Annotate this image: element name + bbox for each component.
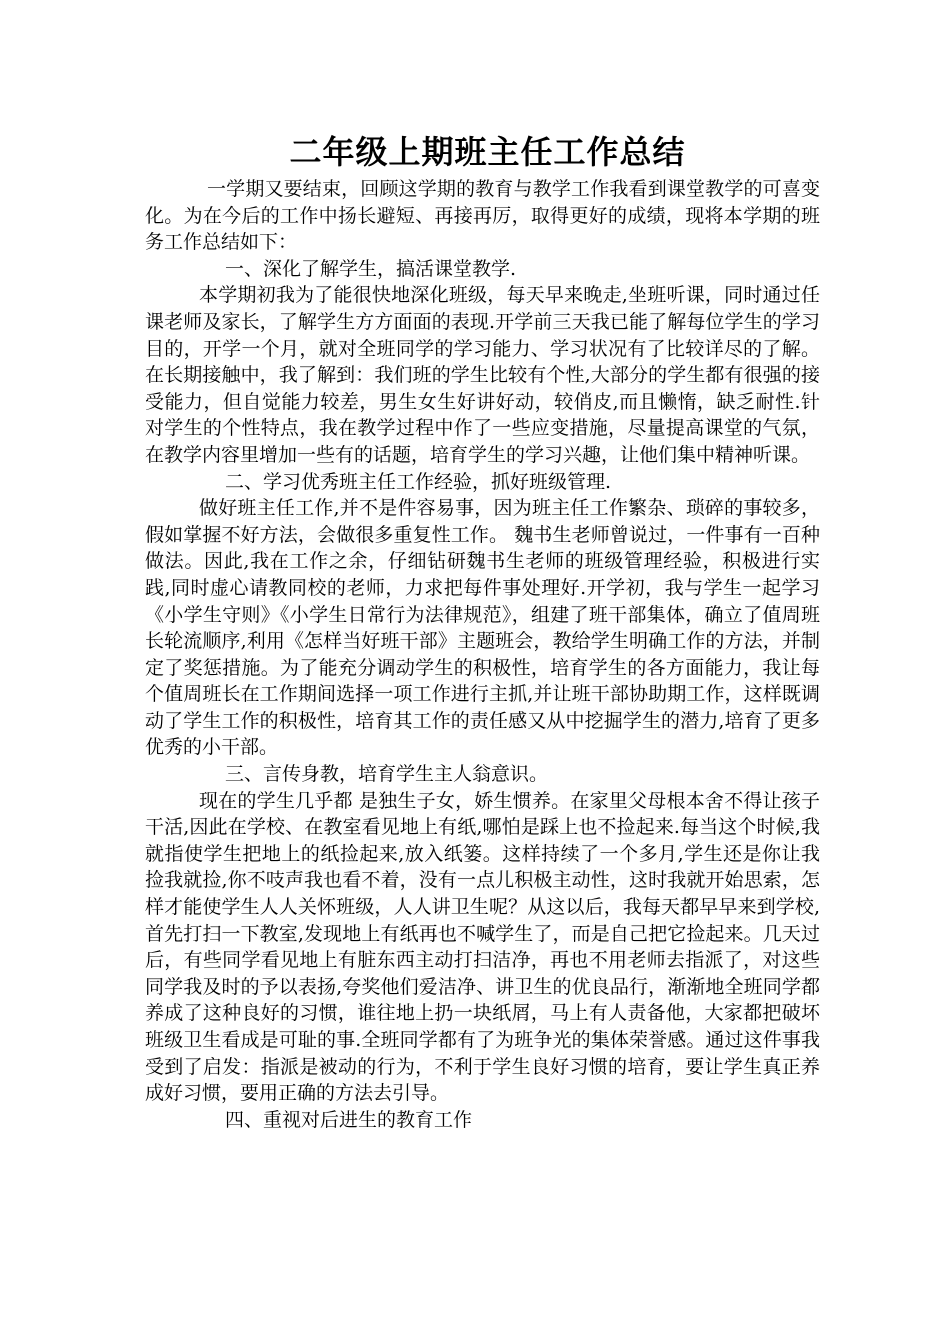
section-heading-2: 二、学习优秀班主任工作经验，抓好班级管理. xyxy=(225,470,612,493)
section-heading-4: 四、重视对后进生的教育工作 xyxy=(225,1108,473,1131)
intro-paragraph: 一学期又要结束，回顾这学期的教育与教学工作我看到课堂教学的可喜变化。为在今后的工作中扬长避短、再接再厉，取得更好的成绩，现将本学期的班务工作总结如下： xyxy=(145,178,820,254)
document-title: 二年级上期班主任工作总结 xyxy=(289,133,686,171)
section-paragraph-1: 本学期初我为了能很快地深化班级，每天早来晚走,坐班听课，同时通过任课老师及家长，了解学生方方面面的表现.开学前三天我已能了解每位学生的学习目的，开学一个月，就对全班同学的学习能力、学习状况有了比较详尽的了解。在长期接触中，我了解到：我们班的学生比较有个性,大部分的学生都有很强的接受能力，但自觉能力较差，男生女生好讲好动，较俏皮,而且懒惰，缺乏耐性.针对学生的个性特点，我在教学过程中作了一些应变措施，尽量提高课堂的气氛，在教学内容里增加一些有的话题，培育学生的学习兴趣，让他们集中精神听课。 xyxy=(145,284,820,466)
document-page xyxy=(145,130,820,1133)
section-paragraph-3: 现在的学生几乎都 是独生子女，娇生惯养。在家里父母根本舍不得让孩子干活,因此在学校、在教室看见地上有纸,哪怕是踩上也不捡起来.每当这个时候,我就指使学生把地上的纸捡起来,放入纸篓。这样持续了一个多月,学生还是你让我捡我就捡,你不吱声我也看不着，没有一点儿积极主动性，这时我就开始思索，怎样才能使学生人人关怀班级，人人讲卫生呢？从这以后，我每天都早早来到学校,首先打扫一下教室,发现地上有纸再也不喊学生了，而是自己把它捡起来。几天过后，有些同学看见地上有脏东西主动打扫洁净，再也不用老师去指派了，对这些同学我及时的予以表扬,夸奖他们爱洁净、讲卫生的优良品行，渐渐地全班同学都养成了这种良好的习惯，谁往地上扔一块纸屑，马上有人责备他，大家都把破坏班级卫生看成是可耻的事.全班同学都有了为班争光的集体荣誉感。通过这件事我受到了启发：指派是被动的行为，不利于学生良好习惯的培育，要让学生真正养成好习惯，要用正确的方法去引导。 xyxy=(145,789,820,1105)
section-heading-3: 三、言传身教，培育学生主人翁意识。 xyxy=(225,763,549,786)
section-paragraph-2: 做好班主任工作,并不是件容易事，因为班主任工作繁杂、琐碎的事较多，假如掌握不好方法，会做很多重复性工作。 魏书生老师曾说过，一件事有一百种做法。因此,我在工作之余，仔细钻研魏书生老师的班级管理经验，积极进行实践,同时虚心请教同校的老师，力求把每件事处理好.开学初，我与学生一起学习《小学生守则》《小学生日常行为法律规范》，组建了班干部集体，确立了值周班长轮流顺序,利用《怎样当好班干部》主题班会，教给学生明确工作的方法，并制定了奖惩措施。为了能充分调动学生的积极性，培育学生的各方面能力，我让每个值周班长在工作期间选择一项工作进行主抓,并让班干部协助期工作，这样既调动了学生工作的积极性，培育其工作的责任感又从中挖掘学生的潜力,培育了更多优秀的小干部。 xyxy=(145,497,820,759)
section-heading-1: 一、深化了解学生，搞活课堂教学. xyxy=(225,257,517,280)
